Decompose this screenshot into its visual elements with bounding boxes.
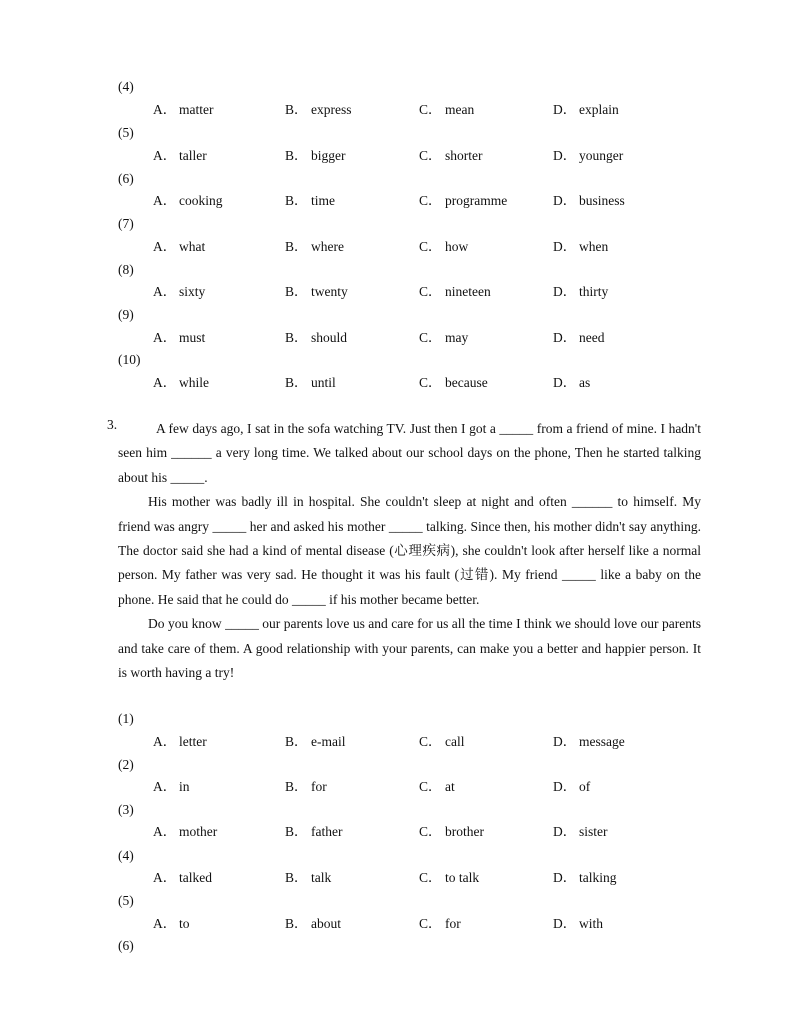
option-c: C． programme — [419, 193, 508, 208]
option-b: B． for — [285, 779, 327, 794]
option-a: A． matter — [153, 102, 214, 117]
option-c: C． shorter — [419, 148, 483, 163]
option-b: B． where — [285, 239, 344, 254]
option-c: C． at — [419, 779, 455, 794]
question-number: (9) — [118, 307, 134, 322]
option-b: B． should — [285, 330, 348, 345]
option-d: D． of — [553, 779, 591, 794]
option-c: C． for — [419, 916, 461, 931]
passage-paragraph-2: His mother was badly ill in hospital. She couldn't sleep at night and often ______ to himself. My friend was angry _____ her and asked his mother _____ talking. Since then, his mother didn't say anything. The doctor said she had a kind of mental disease (心理疾病), she couldn't look after herself like a normal person. My father was very sad. He thought it was his fault (过错). My friend _____ like a baby on the phone. He said that he could do _____ if his mother became better. — [118, 494, 701, 607]
question-number: (5) — [118, 125, 134, 140]
option-a: A． in — [153, 779, 190, 794]
option-c: C． call — [419, 734, 465, 749]
option-a: A． to — [153, 916, 190, 931]
question-number: (7) — [118, 216, 134, 231]
option-b: B． twenty — [285, 284, 348, 299]
option-d: D． younger — [553, 148, 624, 163]
option-b: B． e-mail — [285, 734, 346, 749]
option-a: A． taller — [153, 148, 207, 163]
option-c: C． how — [419, 239, 469, 254]
option-d: D． with — [553, 916, 604, 931]
option-a: A． mother — [153, 824, 218, 839]
option-c: C． may — [419, 330, 469, 345]
option-c: C． nineteen — [419, 284, 491, 299]
option-b: B． about — [285, 916, 341, 931]
question-number: (6) — [118, 938, 134, 953]
option-c: C． brother — [419, 824, 484, 839]
question-number: (10) — [118, 352, 141, 367]
option-a: A． letter — [153, 734, 207, 749]
option-d: D． as — [553, 375, 591, 390]
reading-passage — [118, 417, 701, 685]
option-b: B． until — [285, 375, 336, 390]
option-d: D． sister — [553, 824, 608, 839]
option-a: A． what — [153, 239, 206, 254]
option-b: B． express — [285, 102, 352, 117]
option-a: A． must — [153, 330, 206, 345]
option-a: A． while — [153, 375, 209, 390]
question-number: (3) — [118, 802, 134, 817]
option-d: D． talking — [553, 870, 617, 885]
section-number: 3. — [107, 417, 118, 432]
option-a: A． talked — [153, 870, 212, 885]
option-d: D． message — [553, 734, 625, 749]
option-d: D． thirty — [553, 284, 609, 299]
passage-paragraph-3: Do you know _____ our parents love us and care for us all the time I think we should love our parents and take care of them. A good relationship with your parents, can make you a better and happier person. It is worth having a try! — [118, 616, 701, 681]
option-a: A． cooking — [153, 193, 223, 208]
passage-paragraph-1: A few days ago, I sat in the sofa watching TV. Just then I got a _____ from a friend of mine. I hadn't seen him ______ a very long time. We talked about our school days on the phone, Then he started talking about his _____. — [118, 421, 701, 485]
option-d: D． need — [553, 330, 605, 345]
question-number: (5) — [118, 893, 134, 908]
question-number: (4) — [118, 79, 134, 94]
option-d: D． when — [553, 239, 609, 254]
option-a: A． sixty — [153, 284, 206, 299]
option-b: B． father — [285, 824, 343, 839]
option-b: B． bigger — [285, 148, 346, 163]
question-number: (2) — [118, 757, 134, 772]
option-b: B． time — [285, 193, 335, 208]
option-c: C． because — [419, 375, 488, 390]
question-number: (4) — [118, 848, 134, 863]
question-number: (6) — [118, 171, 134, 186]
option-d: D． business — [553, 193, 625, 208]
option-c: C． mean — [419, 102, 475, 117]
option-d: D． explain — [553, 102, 619, 117]
question-number: (8) — [118, 262, 134, 277]
option-c: C． to talk — [419, 870, 480, 885]
question-number: (1) — [118, 711, 134, 726]
option-b: B． talk — [285, 870, 332, 885]
